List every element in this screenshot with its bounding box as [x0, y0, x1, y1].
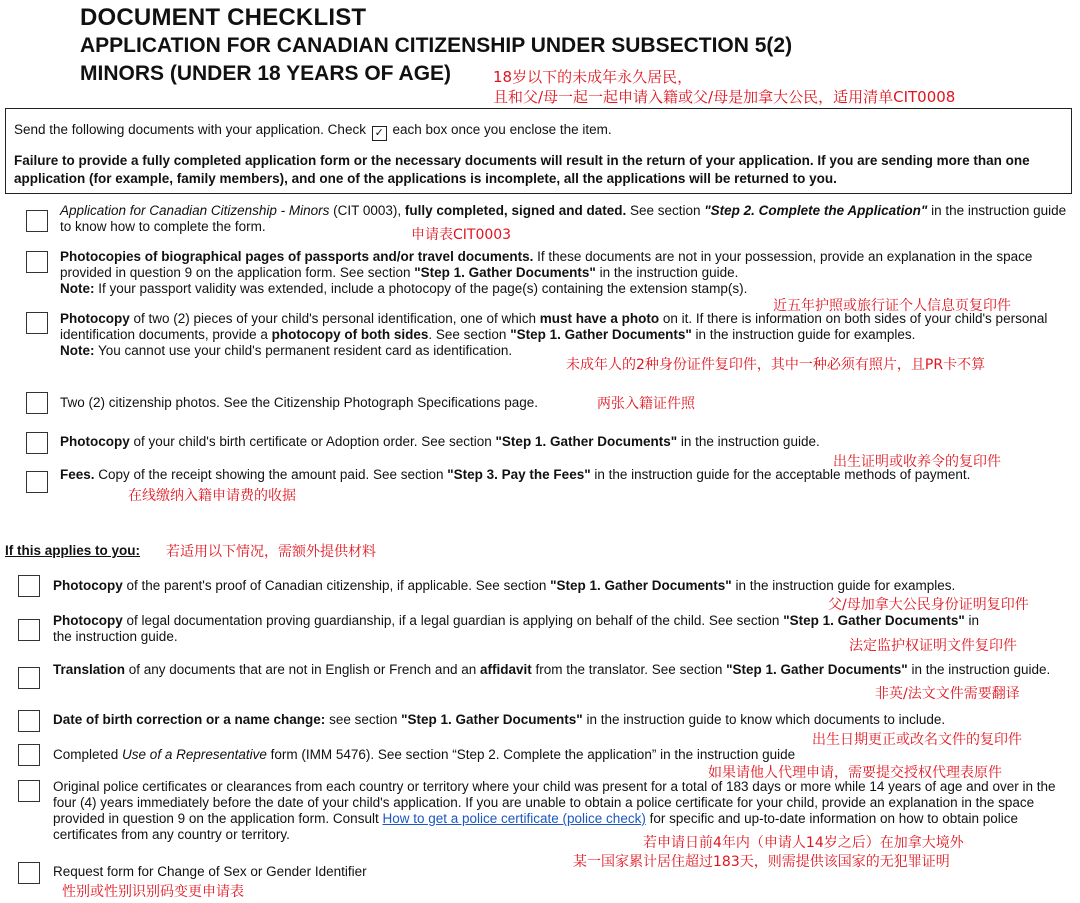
item-dob-correction: Date of birth correction or a name change: see section "Step 1. Gather Documents" in the instruction guide to know which documents to include.	[53, 712, 946, 727]
checkbox-passports[interactable]	[26, 251, 48, 273]
checkbox-translation[interactable]	[18, 667, 40, 689]
item-birth-certificate: Photocopy of your child's birth certificate or Adoption order. See section "Step 1. Gather Documents" in the instruction guide.	[60, 434, 820, 449]
item-police-certificates-cn-1: 若申请日前4年内（申请人14岁之后）在加拿大境外	[643, 832, 966, 852]
checkbox-representative[interactable]	[18, 744, 40, 766]
checkbox-parent-proof[interactable]	[18, 575, 40, 597]
item-police-certificates: Original police certificates or clearances from each country or territory where your child was present for a total of 183 days or more while 14 years of age and over in the four (4) years immediately before the date of your child's application. If you are unable to obtain a police certificate for your child, provide an explanation in the space provided in question 9 on the application form. Consult How to get a police certificate (police check) for specific and up-to-date information on how to obtain police certificates from any country or territory.	[53, 779, 1056, 842]
checkbox-identification[interactable]	[26, 312, 48, 334]
checkbox-birth-certificate[interactable]	[26, 432, 48, 454]
item-identification-cn: 未成年人的2种身份证件复印件，其中一种必须有照片，且PR卡不算	[566, 357, 986, 373]
checkbox-fees[interactable]	[26, 471, 48, 493]
document-subtitle: APPLICATION FOR CANADIAN CITIZENSHIP UNDER SUBSECTION 5(2)	[80, 34, 793, 57]
check-icon: ✓	[372, 126, 387, 141]
police-certificate-link[interactable]: How to get a police certificate (police check)	[382, 811, 646, 826]
checkbox-dob-correction[interactable]	[18, 710, 40, 732]
header-note-cn-2: 且和父/母一起一起申请入籍或父/母是加拿大公民，适用清单CIT0008	[493, 88, 956, 106]
item-application-form: Application for Canadian Citizenship - Minors (CIT 0003), fully completed, signed and dated. See section "Step 2. Complete the Application" in the instruction guide to know how to complete the form.	[60, 203, 1067, 234]
item-identification: Photocopy of two (2) pieces of your child's personal identification, one of which must have a photo on it. If there is information on both sides of your child's personal identification documents, provide a photocopy of both sides. See section "Step 1. Gather Documents" in the instruction guide for examples. Note: You cannot use your child's permanent resident card as identification.	[60, 311, 1048, 358]
item-photos: Two (2) citizenship photos. See the Citizenship Photograph Specifications page.	[60, 395, 539, 410]
item-dob-correction-cn: 出生日期更正或改名文件的复印件	[812, 732, 1022, 748]
applies-heading-cn: 若适用以下情况，需额外提供材料	[166, 544, 376, 560]
header-note-cn-1: 18岁以下的未成年永久居民，	[493, 68, 693, 86]
item-translation: Translation of any documents that are not in English or French and an affidavit from the translator. See section "Step 1. Gather Documents" in the instruction guide.	[53, 662, 1051, 677]
checkbox-guardianship[interactable]	[18, 619, 40, 641]
item-gender-identifier-cn: 性别或性别识别码变更申请表	[62, 884, 244, 900]
checkbox-photos[interactable]	[26, 392, 48, 414]
item-guardianship-cn: 法定监护权证明文件复印件	[849, 638, 1017, 654]
item-parent-proof: Photocopy of the parent's proof of Canadian citizenship, if applicable. See section "Step 1. Gather Documents" in the instruction guide for examples.	[53, 578, 956, 593]
instructions-send: Send the following documents with your application. Check ✓ each box once you enclose the item.	[14, 122, 612, 139]
item-passports-cn: 近五年护照或旅行证个人信息页复印件	[773, 298, 1011, 314]
item-fees: Fees. Copy of the receipt showing the amount paid. See section "Step 3. Pay the Fees" in the instruction guide for the acceptable methods of payment.	[60, 467, 971, 482]
instructions-warning: Failure to provide a fully completed application form or the necessary documents will result in the return of your application. If you are sending more than one application (for example, family members), and one of the applications is incomplete, all the applications will be returned to you.	[14, 153, 1030, 186]
document-title: DOCUMENT CHECKLIST	[80, 4, 367, 31]
item-fees-cn: 在线缴纳入籍申请费的收据	[128, 488, 296, 504]
checkbox-gender-identifier[interactable]	[18, 862, 40, 884]
applies-heading: If this applies to you:	[5, 543, 141, 558]
item-passports: Photocopies of biographical pages of passports and/or travel documents. If these documents are not in your possession, provide an explanation in the space provided in question 9 on the application form. See section "Step 1. Gather Documents" in the instruction guide. Note: If your passport validity was extended, include a photocopy of the page(s) containing the extension stamp(s).	[60, 249, 1033, 296]
checkbox-police-certificates[interactable]	[18, 780, 40, 802]
item-gender-identifier: Request form for Change of Sex or Gender Identifier	[53, 864, 367, 879]
checkbox-application-form[interactable]	[26, 210, 48, 232]
instructions-box	[5, 108, 1072, 194]
item-parent-proof-cn: 父/母加拿大公民身份证明复印件	[828, 597, 1029, 613]
item-translation-cn: 非英/法文文件需要翻译	[875, 686, 1020, 702]
item-police-certificates-cn-2: 某一国家累计居住超过183天，则需提供该国家的无犯罪证明	[573, 854, 950, 870]
item-representative: Completed Use of a Representative form (IMM 5476). See section “Step 2. Complete the application” in the instruction guide	[53, 747, 796, 762]
item-application-form-cn: 申请表CIT0003	[411, 227, 512, 243]
item-photos-cn: 两张入籍证件照	[597, 396, 695, 412]
item-birth-certificate-cn: 出生证明或收养令的复印件	[833, 454, 1001, 470]
item-guardianship: Photocopy of legal documentation proving guardianship, if a legal guardian is applying on behalf of the child. See section "Step 1. Gather Documents" in the instruction guide.	[53, 613, 980, 644]
document-subtitle-minors: MINORS (UNDER 18 YEARS OF AGE)	[80, 62, 452, 85]
item-representative-cn: 如果请他人代理申请，需要提交授权代理表原件	[708, 765, 1002, 781]
